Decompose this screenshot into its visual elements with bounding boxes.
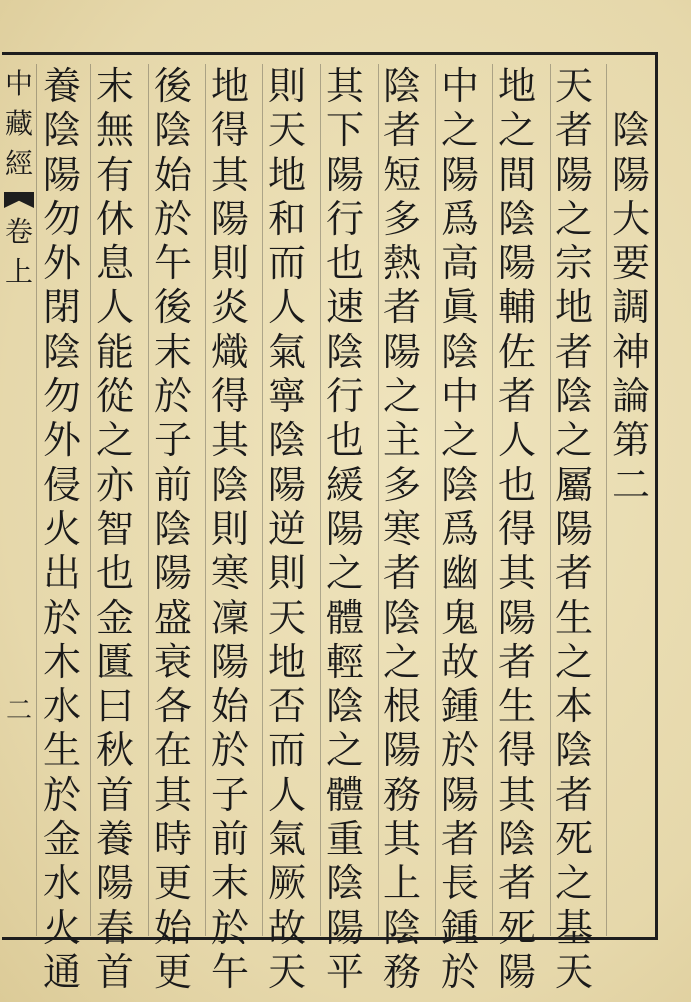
text-glyph: 其	[153, 772, 192, 817]
text-glyph: 陰	[554, 728, 593, 773]
text-glyph: 者	[554, 551, 593, 596]
text-glyph: 其	[497, 772, 536, 817]
text-glyph: 匱	[95, 639, 134, 684]
text-column	[434, 64, 486, 994]
text-glyph: 者	[440, 817, 479, 862]
text-glyph: 更	[153, 949, 192, 994]
text-column	[36, 64, 88, 994]
text-glyph: 水	[42, 861, 81, 906]
text-glyph: 陽	[554, 506, 593, 551]
text-glyph: 體	[325, 595, 364, 640]
text-glyph: 屬	[554, 462, 593, 507]
text-glyph: 得	[497, 506, 536, 551]
text-glyph: 前	[153, 462, 192, 507]
text-glyph: 有	[95, 152, 134, 197]
text-column	[491, 64, 543, 994]
text-glyph: 天	[554, 949, 593, 994]
text-glyph: 於	[153, 196, 192, 241]
text-glyph: 閉	[42, 285, 81, 330]
text-glyph: 得	[210, 374, 249, 419]
text-glyph: 始	[153, 905, 192, 950]
text-glyph: 則	[267, 64, 306, 108]
text-glyph: 天	[267, 949, 306, 994]
text-glyph: 之	[382, 639, 421, 684]
text-glyph: 人	[267, 285, 306, 330]
text-glyph: 也	[325, 418, 364, 463]
text-glyph: 則	[210, 506, 249, 551]
text-glyph: 前	[210, 817, 249, 862]
text-column	[261, 64, 313, 994]
text-glyph: 無	[95, 108, 134, 153]
text-glyph: 行	[325, 374, 364, 419]
text-glyph: 末	[210, 861, 249, 906]
text-glyph: 務	[382, 772, 421, 817]
text-glyph: 始	[153, 152, 192, 197]
text-glyph: 而	[267, 241, 306, 286]
text-glyph: 平	[325, 949, 364, 994]
text-glyph: 者	[554, 329, 593, 374]
text-glyph: 末	[153, 329, 192, 374]
text-glyph: 天	[267, 108, 306, 153]
text-glyph: 得	[497, 728, 536, 773]
text-glyph: 熾	[210, 329, 249, 374]
text-glyph: 得	[210, 108, 249, 153]
margin-glyph: 卷	[4, 215, 33, 248]
text-glyph: 凜	[210, 595, 249, 640]
text-glyph: 水	[42, 684, 81, 729]
text-glyph: 陰	[440, 462, 479, 507]
text-glyph: 之	[95, 418, 134, 463]
text-glyph: 盛	[153, 595, 192, 640]
text-glyph: 陽	[325, 506, 364, 551]
text-glyph: 其	[210, 152, 249, 197]
text-glyph: 厥	[267, 861, 306, 906]
text-glyph: 者	[497, 639, 536, 684]
text-glyph: 多	[382, 462, 421, 507]
text-glyph: 陰	[382, 905, 421, 950]
text-glyph: 陰	[497, 817, 536, 862]
text-glyph: 於	[42, 772, 81, 817]
text-column	[89, 64, 141, 994]
text-glyph: 於	[42, 595, 81, 640]
text-glyph: 之	[440, 418, 479, 463]
text-glyph: 始	[210, 684, 249, 729]
text-glyph: 上	[382, 861, 421, 906]
text-glyph: 後	[153, 64, 192, 108]
text-glyph: 死	[554, 817, 593, 862]
text-glyph: 養	[95, 817, 134, 862]
text-glyph: 亦	[95, 462, 134, 507]
text-glyph: 陽	[497, 949, 536, 994]
text-glyph: 間	[497, 152, 536, 197]
text-glyph: 寒	[210, 551, 249, 596]
text-glyph: 陽	[267, 462, 306, 507]
text-glyph: 陽	[210, 196, 249, 241]
text-glyph: 爲	[440, 196, 479, 241]
text-glyph: 各	[153, 684, 192, 729]
text-glyph: 熱	[382, 241, 421, 286]
text-glyph: 也	[95, 551, 134, 596]
text-glyph: 之	[554, 861, 593, 906]
text-glyph: 逆	[267, 506, 306, 551]
text-glyph: 佐	[497, 329, 536, 374]
text-glyph: 午	[210, 949, 249, 994]
text-glyph: 子	[210, 772, 249, 817]
margin-volume	[5, 212, 33, 292]
text-glyph: 其	[497, 551, 536, 596]
text-glyph: 能	[95, 329, 134, 374]
column-indent	[625, 64, 637, 108]
text-glyph: 陰	[382, 64, 421, 108]
text-glyph: 中	[440, 374, 479, 419]
text-glyph: 陽	[325, 152, 364, 197]
page-margin	[2, 64, 36, 292]
text-glyph: 陰	[382, 595, 421, 640]
text-glyph: 陽	[382, 728, 421, 773]
text-glyph: 速	[325, 285, 364, 330]
text-glyph: 輕	[325, 639, 364, 684]
text-glyph: 陽	[497, 241, 536, 286]
text-glyph: 宗	[554, 241, 593, 286]
text-glyph: 金	[95, 595, 134, 640]
text-glyph: 者	[497, 861, 536, 906]
text-glyph: 炎	[210, 285, 249, 330]
text-glyph: 幽	[440, 551, 479, 596]
text-glyph: 木	[42, 639, 81, 684]
text-glyph: 其	[325, 64, 364, 108]
text-glyph: 陽	[95, 861, 134, 906]
text-glyph: 首	[95, 772, 134, 817]
text-glyph: 體	[325, 772, 364, 817]
text-glyph: 中	[440, 64, 479, 108]
text-glyph: 否	[267, 684, 306, 729]
text-glyph: 其	[382, 817, 421, 862]
text-glyph: 生	[497, 684, 536, 729]
text-glyph: 於	[440, 949, 479, 994]
text-glyph: 在	[153, 728, 192, 773]
text-column	[319, 64, 371, 994]
text-glyph: 大	[611, 196, 650, 241]
text-glyph: 火	[42, 905, 81, 950]
text-glyph: 調	[611, 285, 650, 330]
text-glyph: 陰	[153, 506, 192, 551]
text-glyph: 春	[95, 905, 134, 950]
text-glyph: 者	[382, 285, 421, 330]
text-glyph: 勿	[42, 196, 81, 241]
text-glyph: 出	[42, 551, 81, 596]
text-glyph: 和	[267, 196, 306, 241]
text-glyph: 而	[267, 728, 306, 773]
text-glyph: 陰	[440, 329, 479, 374]
text-glyph: 第	[611, 418, 650, 463]
text-glyph: 外	[42, 241, 81, 286]
text-glyph: 於	[210, 905, 249, 950]
text-glyph: 重	[325, 817, 364, 862]
text-glyph: 外	[42, 418, 81, 463]
text-glyph: 本	[554, 684, 593, 729]
text-glyph: 多	[382, 196, 421, 241]
text-glyph: 人	[497, 418, 536, 463]
text-glyph: 後	[153, 285, 192, 330]
text-glyph: 午	[153, 241, 192, 286]
text-glyph: 寧	[267, 374, 306, 419]
text-glyph: 勿	[42, 374, 81, 419]
text-glyph: 長	[440, 861, 479, 906]
text-column	[147, 64, 199, 994]
text-glyph: 陰	[554, 374, 593, 419]
text-glyph: 地	[267, 639, 306, 684]
text-glyph: 生	[42, 728, 81, 773]
text-column	[376, 64, 428, 994]
margin-glyph: 藏	[4, 107, 33, 140]
text-glyph: 者	[554, 108, 593, 153]
text-glyph: 鬼	[440, 595, 479, 640]
text-glyph: 陽	[440, 152, 479, 197]
text-glyph: 則	[267, 551, 306, 596]
text-glyph: 也	[497, 462, 536, 507]
text-glyph: 者	[382, 551, 421, 596]
text-glyph: 智	[95, 506, 134, 551]
text-glyph: 曰	[95, 684, 134, 729]
text-glyph: 陰	[325, 329, 364, 374]
text-glyph: 陽	[153, 551, 192, 596]
text-glyph: 陽	[497, 595, 536, 640]
text-glyph: 基	[554, 905, 593, 950]
text-glyph: 行	[325, 196, 364, 241]
text-glyph: 於	[210, 728, 249, 773]
text-glyph: 陽	[382, 329, 421, 374]
text-glyph: 時	[153, 817, 192, 862]
text-glyph: 之	[325, 551, 364, 596]
text-glyph: 其	[210, 418, 249, 463]
text-glyph: 之	[325, 728, 364, 773]
text-glyph: 地	[497, 64, 536, 108]
text-glyph: 輔	[497, 285, 536, 330]
text-glyph: 天	[554, 64, 593, 108]
text-glyph: 地	[554, 285, 593, 330]
text-glyph: 之	[554, 418, 593, 463]
text-glyph: 之	[554, 639, 593, 684]
text-glyph: 神	[611, 329, 650, 374]
text-glyph: 鍾	[440, 905, 479, 950]
text-glyph: 於	[440, 728, 479, 773]
text-glyph: 氣	[267, 329, 306, 374]
text-column	[204, 64, 256, 994]
fishtail-mark	[4, 192, 34, 208]
text-glyph: 陰	[210, 462, 249, 507]
text-glyph: 休	[95, 196, 134, 241]
margin-page-number: 二	[6, 696, 33, 726]
margin-glyph: 經	[4, 147, 33, 180]
margin-book-title	[5, 64, 33, 184]
text-glyph: 人	[267, 772, 306, 817]
text-glyph: 子	[153, 418, 192, 463]
text-glyph: 陽	[554, 152, 593, 197]
text-glyph: 鍾	[440, 684, 479, 729]
text-glyph: 地	[210, 64, 249, 108]
text-glyph: 眞	[440, 285, 479, 330]
text-glyph: 論	[611, 374, 650, 419]
text-glyph: 陽	[440, 772, 479, 817]
text-glyph: 天	[267, 595, 306, 640]
text-glyph: 務	[382, 949, 421, 994]
text-glyph: 也	[325, 241, 364, 286]
text-glyph: 之	[382, 374, 421, 419]
text-glyph: 陰	[42, 329, 81, 374]
text-glyph: 息	[95, 241, 134, 286]
text-glyph: 者	[382, 108, 421, 153]
text-glyph: 陰	[325, 684, 364, 729]
text-glyph: 陽	[42, 152, 81, 197]
text-glyph: 故	[440, 639, 479, 684]
margin-glyph: 中	[4, 67, 33, 100]
text-glyph: 金	[42, 817, 81, 862]
text-column	[548, 64, 600, 994]
text-glyph: 侵	[42, 462, 81, 507]
text-glyph: 下	[325, 108, 364, 153]
text-glyph: 者	[554, 772, 593, 817]
text-glyph: 生	[554, 595, 593, 640]
text-glyph: 首	[95, 949, 134, 994]
text-glyph: 陰	[42, 108, 81, 153]
margin-glyph: 上	[4, 255, 33, 288]
text-glyph: 陰	[611, 108, 650, 153]
text-glyph: 陽	[210, 639, 249, 684]
text-glyph: 則	[210, 241, 249, 286]
text-glyph: 故	[267, 905, 306, 950]
text-glyph: 火	[42, 506, 81, 551]
text-glyph: 之	[554, 196, 593, 241]
text-glyph: 於	[153, 374, 192, 419]
text-glyph: 人	[95, 285, 134, 330]
text-glyph: 陰	[325, 861, 364, 906]
text-glyph: 主	[382, 418, 421, 463]
text-glyph: 高	[440, 241, 479, 286]
text-glyph: 短	[382, 152, 421, 197]
text-glyph: 秋	[95, 728, 134, 773]
text-glyph: 爲	[440, 506, 479, 551]
text-glyph: 氣	[267, 817, 306, 862]
text-glyph: 之	[497, 108, 536, 153]
text-glyph: 陰	[497, 196, 536, 241]
text-glyph: 陽	[325, 905, 364, 950]
text-glyph: 之	[440, 108, 479, 153]
text-glyph: 從	[95, 374, 134, 419]
text-glyph: 衰	[153, 639, 192, 684]
text-glyph: 陽	[611, 152, 650, 197]
text-glyph: 死	[497, 905, 536, 950]
text-column	[605, 64, 657, 507]
text-glyph: 根	[382, 684, 421, 729]
text-glyph: 者	[497, 374, 536, 419]
text-glyph: 地	[267, 152, 306, 197]
text-glyph: 二	[611, 462, 650, 507]
text-glyph: 養	[42, 64, 81, 108]
text-glyph: 寒	[382, 506, 421, 551]
text-glyph: 陰	[267, 418, 306, 463]
text-glyph: 緩	[325, 462, 364, 507]
text-glyph: 通	[42, 949, 81, 994]
text-glyph: 陰	[153, 108, 192, 153]
text-glyph: 更	[153, 861, 192, 906]
text-glyph: 末	[95, 64, 134, 108]
text-glyph: 要	[611, 241, 650, 286]
